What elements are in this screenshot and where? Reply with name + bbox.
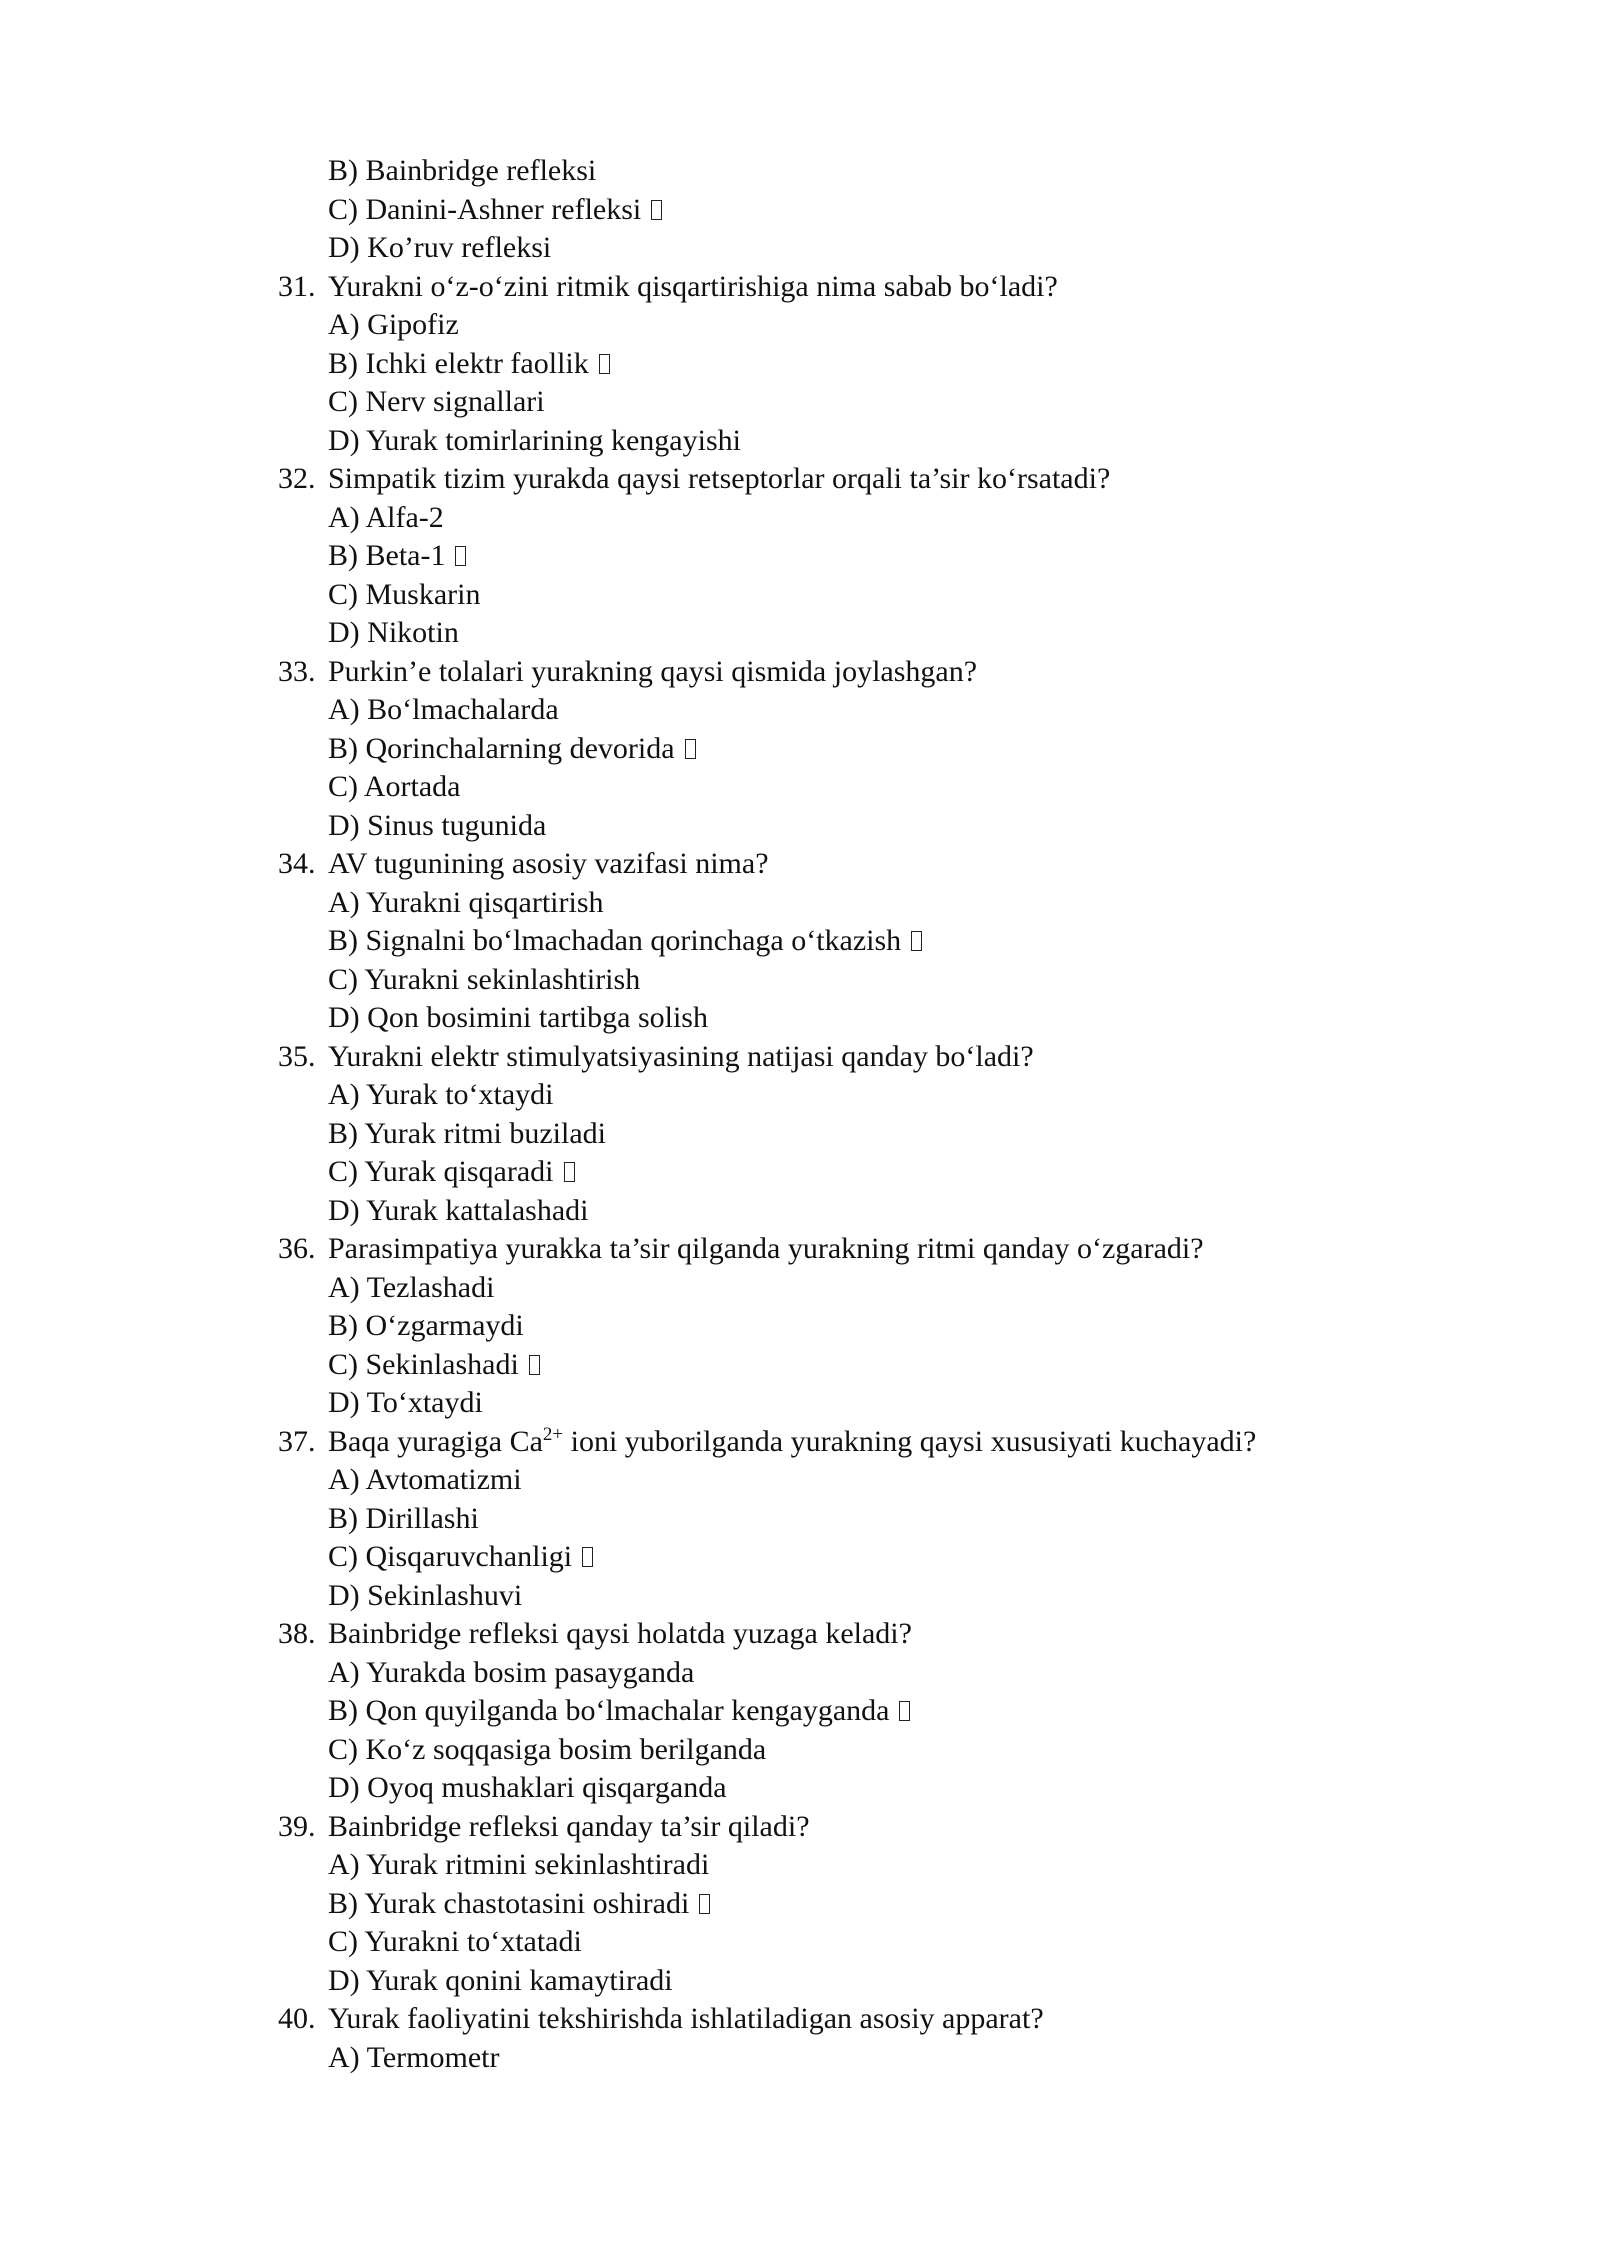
option-text: D) Yurak kattalashadi (328, 1193, 589, 1227)
list-item (278, 229, 1478, 268)
list-item (278, 1346, 1478, 1385)
list-item (278, 1384, 1478, 1423)
question-item (278, 1423, 1478, 1462)
option-text: C) Yurakni sekinlashtirish (328, 962, 641, 996)
question-text: Baqa yuragiga $Ca^{2+}$ ioni yuborilganda yurakning qaysi xususiyati kuchayadi? (328, 1423, 1257, 1458)
question-text: Bainbridge refleksi qanday ta’sir qiladi? (328, 1809, 810, 1843)
option-text: A) Termometr (328, 2040, 500, 2074)
option-text: B) Ichki elektr faollik (328, 346, 589, 380)
option-text: C) Muskarin (328, 577, 481, 611)
answer-mark-icon (599, 354, 610, 374)
option-text: C) Aortada (328, 770, 461, 803)
question-text: Yurakni o‘z-o‘zini ritmik qisqartirishiga nima sabab bo‘ladi? (328, 269, 1058, 303)
question-number: 39. (278, 1809, 316, 1843)
option-text: D) Sekinlashuvi (328, 1578, 523, 1612)
question-text: Parasimpatiya yurakka ta’sir qilganda yurakning ritmi qanday o‘zgaradi? (328, 1232, 1204, 1265)
question-item (278, 1038, 1478, 1077)
question-number: 32. (278, 462, 316, 495)
list-item (278, 152, 1478, 191)
option-text: D) Sinus tugunida (328, 808, 547, 842)
option-text: C) Yurakni to‘xtatadi (328, 1925, 582, 1958)
answer-mark-icon (685, 739, 696, 759)
list-item (278, 1307, 1478, 1346)
list-item (278, 306, 1478, 345)
option-text: B) Yurak chastotasini oshiradi (328, 1886, 690, 1920)
list-item (278, 191, 1478, 230)
question-number: 38. (278, 1617, 316, 1650)
option-text: B) Yurak ritmi buziladi (328, 1116, 606, 1150)
option-text: B) Qorinchalarning devorida (328, 731, 675, 765)
list-item (278, 1153, 1478, 1192)
list-item (278, 691, 1478, 730)
option-text: D) Qon bosimini tartibga solish (328, 1001, 708, 1034)
list-item (278, 1692, 1478, 1731)
list-item (278, 961, 1478, 1000)
answer-mark-icon (699, 1894, 710, 1914)
question-text: Bainbridge refleksi qaysi holatda yuzaga keladi? (328, 1617, 912, 1650)
option-text: C) Danini-Ashner refleksi (328, 192, 642, 226)
list-item (278, 1654, 1478, 1693)
list-item (278, 2039, 1478, 2078)
question-number: 36. (278, 1232, 316, 1265)
question-text: Simpatik tizim yurakda qaysi retseptorlar orqali ta’sir ko‘rsatadi? (328, 462, 1111, 495)
question-item (278, 2000, 1478, 2039)
list-item (278, 999, 1478, 1038)
option-text: D) To‘xtaydi (328, 1386, 483, 1419)
list-item (278, 614, 1478, 653)
option-text: B) Bainbridge refleksi (328, 154, 597, 187)
question-number: 35. (278, 1039, 316, 1073)
option-text: A) Avtomatizmi (328, 1463, 522, 1496)
list-item (278, 1962, 1478, 2001)
answer-mark-icon (651, 200, 662, 220)
answer-mark-icon (582, 1547, 593, 1567)
list-item (278, 1538, 1478, 1577)
list-item (278, 1269, 1478, 1308)
option-text: A) Yurakni qisqartirish (328, 885, 604, 919)
option-text: A) Yurak ritmini sekinlashtiradi (328, 1848, 710, 1881)
question-item (278, 268, 1478, 307)
option-text: B) Signalni bo‘lmachadan qorinchaga o‘tkazish (328, 924, 902, 957)
question-item (278, 460, 1478, 499)
option-text: B) Qon quyilganda bo‘lmachalar kengayganda (328, 1694, 890, 1727)
list-item (278, 1577, 1478, 1616)
option-text: D) Yurak qonini kamaytiradi (328, 1963, 673, 1997)
list-item (278, 884, 1478, 923)
list-item (278, 1731, 1478, 1770)
list-item (278, 1846, 1478, 1885)
list-item (278, 1885, 1478, 1924)
list-item (278, 922, 1478, 961)
list-item (278, 422, 1478, 461)
answer-mark-icon (899, 1701, 910, 1721)
option-text: A) Gipofiz (328, 308, 459, 341)
question-number: 33. (278, 654, 316, 688)
superscript-charge: 2+ (542, 1423, 564, 1445)
question-number: 34. (278, 847, 316, 880)
list-item (278, 1500, 1478, 1539)
question-item (278, 653, 1478, 692)
option-text: C) Ko‘z soqqasiga bosim berilganda (328, 1732, 767, 1766)
list-item (278, 730, 1478, 769)
option-text: D) Ko’ruv refleksi (328, 231, 552, 264)
option-text: A) Yurak to‘xtaydi (328, 1078, 554, 1111)
option-text: D) Nikotin (328, 616, 459, 649)
question-item (278, 1230, 1478, 1269)
question-item (278, 845, 1478, 884)
option-text: B) O‘zgarmaydi (328, 1309, 524, 1342)
list-item (278, 499, 1478, 538)
option-text: A) Alfa-2 (328, 500, 444, 534)
list-item (278, 1192, 1478, 1231)
list-item (278, 345, 1478, 384)
quiz-content (278, 152, 1478, 2077)
option-text: B) Beta-1 (328, 539, 446, 572)
list-item (278, 537, 1478, 576)
question-text: AV tugunining asosiy vazifasi nima? (328, 847, 769, 880)
list-item (278, 1076, 1478, 1115)
answer-mark-icon (529, 1355, 540, 1375)
question-item (278, 1615, 1478, 1654)
list-item (278, 1461, 1478, 1500)
answer-mark-icon (911, 931, 922, 951)
option-text: B) Dirillashi (328, 1501, 479, 1535)
option-text: C) Nerv signallari (328, 385, 545, 418)
option-text: A) Yurakda bosim pasayganda (328, 1655, 695, 1689)
question-number: 37. (278, 1424, 316, 1458)
list-item (278, 383, 1478, 422)
list-item (278, 1115, 1478, 1154)
list-item (278, 1923, 1478, 1962)
question-text: Purkin’e tolalari yurakning qaysi qismida joylashgan? (328, 654, 978, 688)
option-text: A) Tezlashadi (328, 1270, 495, 1304)
option-text: D) Oyoq mushaklari qisqarganda (328, 1771, 727, 1804)
option-text: A) Bo‘lmachalarda (328, 693, 559, 726)
question-text: Yurak faoliyatini tekshirishda ishlatiladigan asosiy apparat? (328, 2002, 1044, 2035)
question-text: Yurakni elektr stimulyatsiyasining natijasi qanday bo‘ladi? (328, 1039, 1034, 1073)
option-text: D) Yurak tomirlarining kengayishi (328, 423, 741, 457)
list-item (278, 768, 1478, 807)
list-item (278, 1769, 1478, 1808)
list-item (278, 807, 1478, 846)
question-number: 31. (278, 269, 316, 303)
option-text: C) Qisqaruvchanligi (328, 1540, 573, 1573)
option-text: C) Sekinlashadi (328, 1347, 519, 1381)
question-number: 40. (278, 2002, 316, 2035)
list-item (278, 576, 1478, 615)
answer-mark-icon (564, 1162, 575, 1182)
question-item (278, 1808, 1478, 1847)
option-text: C) Yurak qisqaradi (328, 1155, 554, 1188)
answer-mark-icon (455, 546, 466, 566)
